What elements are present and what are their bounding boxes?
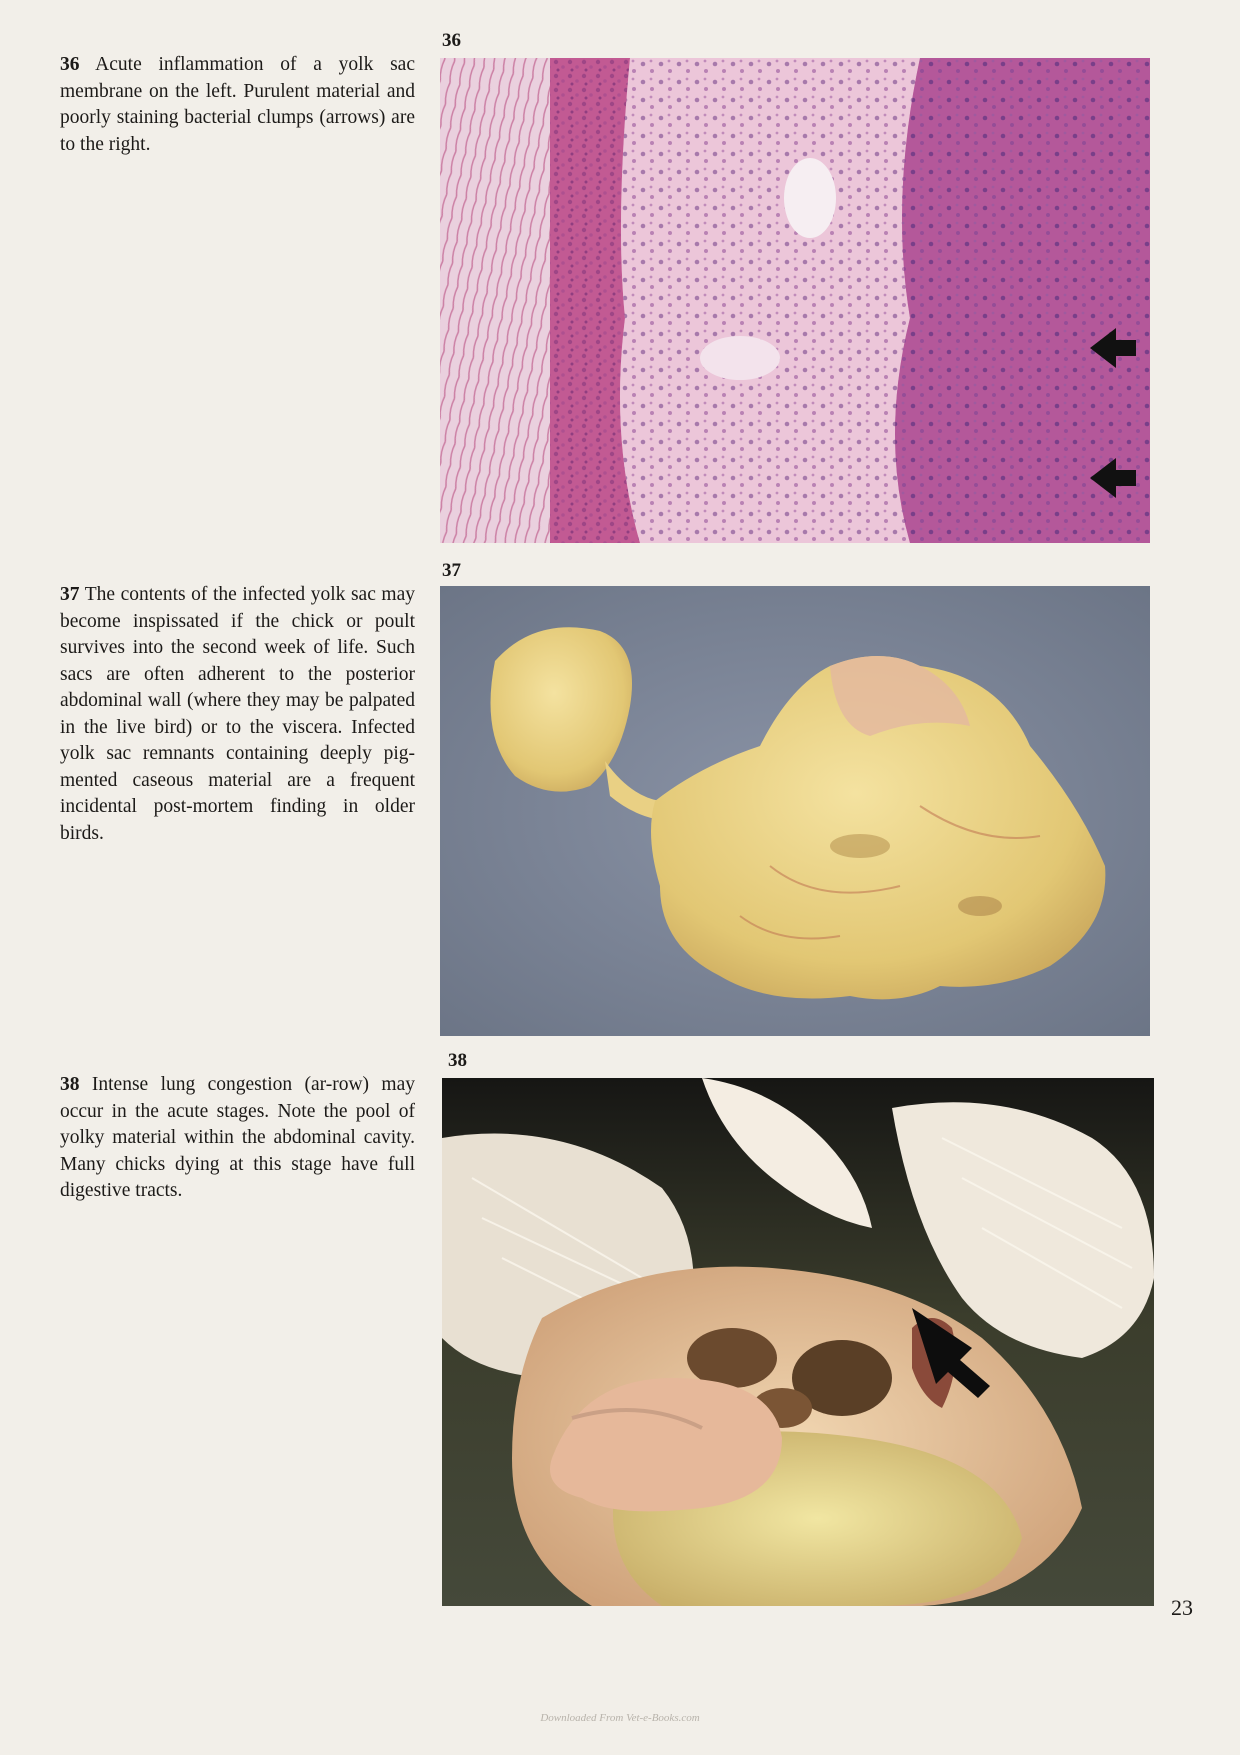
download-watermark: Downloaded From Vet-e-Books.com <box>540 1712 700 1724</box>
caption-text: Acute inflammation of a yolk sac membrane on the left. Purulent material and poorly staining bacterial clumps (arrows) are to the right. <box>60 54 415 155</box>
caption-number: 37 <box>60 584 80 605</box>
caption-36 <box>60 52 415 158</box>
figure-38-chick-necropsy-photo <box>442 1078 1154 1606</box>
caption-37 <box>60 582 415 847</box>
figure-36-histology-micrograph <box>440 58 1150 543</box>
figure-label-36: 36 <box>442 30 461 51</box>
figure-label-38: 38 <box>448 1050 467 1071</box>
necropsy-image <box>442 1078 1154 1606</box>
figure-label-37: 37 <box>442 560 461 581</box>
caption-number: 36 <box>60 54 80 75</box>
caption-text: Intense lung congestion (ar-row) may occur in the acute stages. Note the pool of yolky material within the abdominal cavity. Many chicks dying at this stage have full digestive tracts. <box>60 1074 416 1201</box>
micrograph-image <box>440 58 1150 543</box>
yolk-sac-image <box>440 586 1150 1036</box>
caption-38 <box>60 1072 415 1205</box>
caption-number: 38 <box>60 1074 80 1095</box>
page-number: 23 <box>1171 1595 1193 1620</box>
caption-text: The contents of the infected yolk sac may become inspissated if the chick or poult survives into the second week of life. Such sacs are often adherent to the posterior abdominal wall (where they may be palpated in the live bird) or to the viscera. Infected yolk sac remnants containing deeply pig-mented caseous material are a frequent incidental post-mortem finding in older birds. <box>60 584 415 844</box>
figure-37-yolk-sac-photo <box>440 586 1150 1036</box>
